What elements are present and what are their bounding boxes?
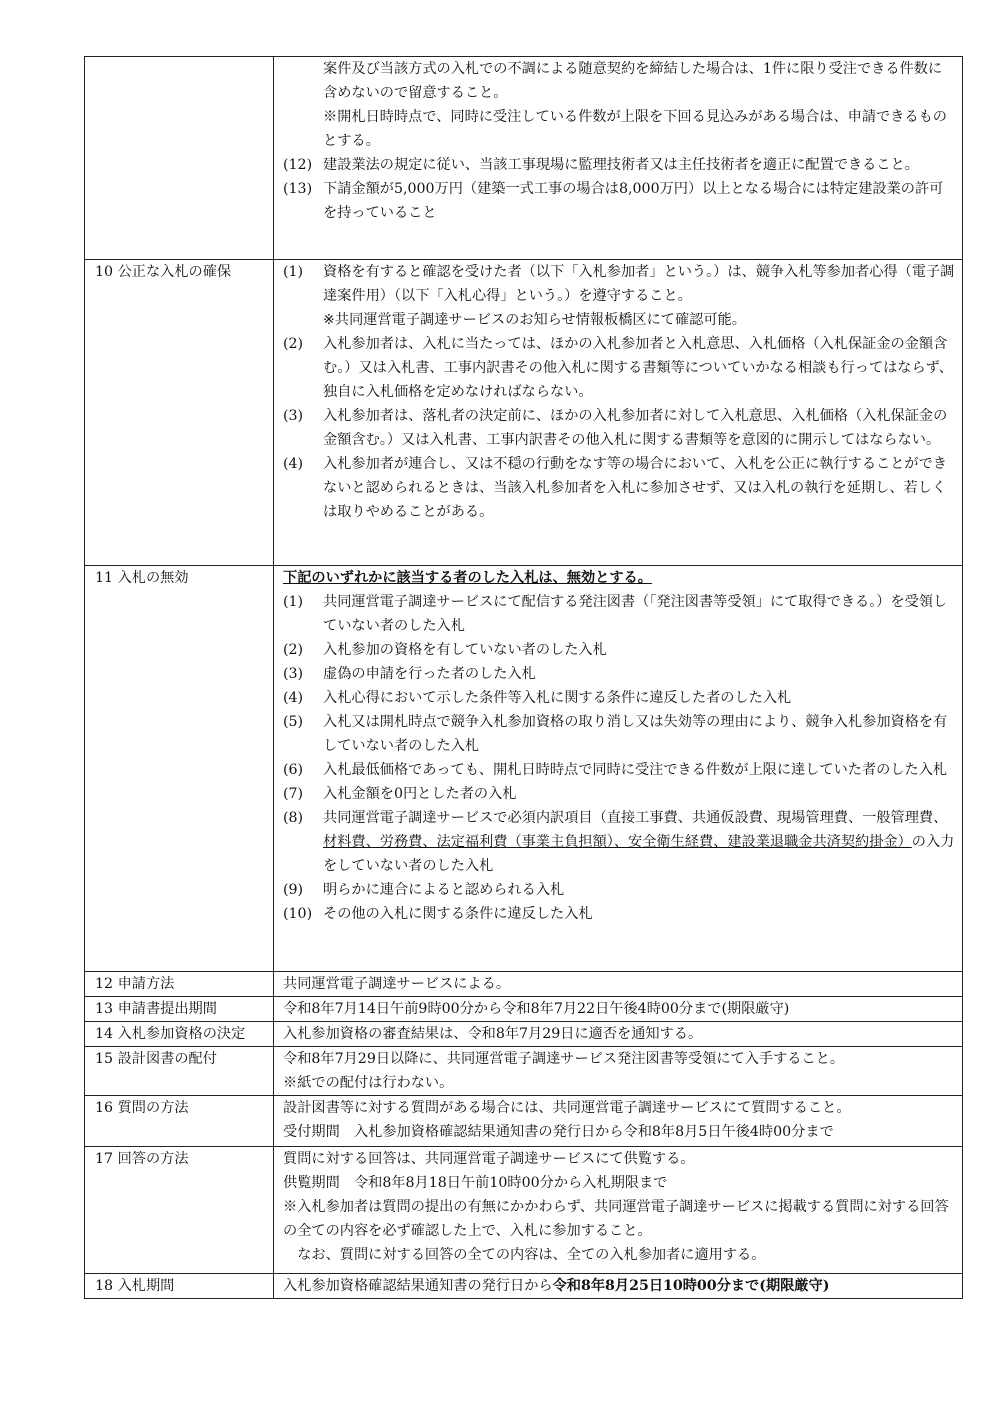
item-number: (7)	[283, 786, 304, 802]
item-text: 明らかに連合によると認められる入札	[323, 882, 565, 898]
list-item	[283, 878, 956, 902]
list-item	[283, 806, 956, 878]
table-row	[85, 566, 963, 972]
table-row	[85, 1147, 963, 1274]
list-item	[283, 332, 956, 404]
row-label: 13 申請書提出期間	[85, 997, 274, 1022]
item-number: (13)	[283, 181, 313, 197]
item-text: 入札最低価格であっても、開札日時時点で同時に受注できる件数が上限に達していた者のした入札	[323, 762, 948, 778]
list-item	[283, 782, 956, 806]
item-number: (9)	[283, 882, 304, 898]
row-content	[274, 1147, 963, 1274]
list-item	[283, 902, 956, 926]
item-number: (1)	[283, 264, 304, 280]
item-number: (8)	[283, 810, 304, 826]
item-text: 入札参加者が連合し、又は不穏の行動をなす等の場合において、入札を公正に執行することができないと認められるときは、当該入札参加者を入札に参加させず、又は入札の執行を延期し、若しくは取りやめることがある。	[323, 456, 947, 520]
row-label: 14 入札参加資格の決定	[85, 1022, 274, 1047]
list-item	[283, 153, 956, 177]
item-text: 資格を有すると確認を受けた者（以下「入札参加者」という。）は、競争入札等参加者心得（電子調達案件用）（以下「入札心得」という。）を遵守すること。	[323, 264, 955, 304]
item-text: 虚偽の申請を行った者のした入札	[323, 666, 536, 682]
row-content	[274, 57, 963, 260]
item-number: (2)	[283, 642, 304, 658]
item-number: (5)	[283, 714, 304, 730]
item-text: 入札参加の資格を有していない者のした入札	[323, 642, 607, 658]
deadline-bold: 令和8年8月25日10時00分まで(期限厳守)	[552, 1278, 830, 1294]
list-item	[283, 710, 956, 758]
row-content	[274, 1047, 963, 1096]
table-row	[85, 972, 963, 997]
item-text: その他の入札に関する条件に違反した入札	[323, 906, 593, 922]
row-content	[274, 997, 963, 1022]
row-label: 17 回答の方法	[85, 1147, 274, 1274]
row-label: 11 入札の無効	[85, 566, 274, 972]
item-text: 建設業法の規定に従い、当該工事現場に監理技術者又は主任技術者を適正に配置できること。	[323, 157, 919, 173]
row-content	[274, 260, 963, 566]
table-row	[85, 997, 963, 1022]
item-text: 入札心得において示した条件等入札に関する条件に違反した者のした入札	[323, 690, 792, 706]
table-row	[85, 260, 963, 566]
conditions-table	[84, 56, 963, 1299]
item-number: (12)	[283, 157, 313, 173]
row-label: 12 申請方法	[85, 972, 274, 997]
item-text-part: 共同運営電子調達サービスで必須内訳項目（直接工事費、共通仮設費、現場管理費、一般管理費、	[323, 810, 948, 826]
list-item	[283, 758, 956, 782]
list-item	[283, 638, 956, 662]
table-row	[85, 1022, 963, 1047]
list-item	[283, 452, 956, 524]
row-text: 入札参加資格の審査結果は、令和8年7月29日に適否を通知する。	[283, 1026, 703, 1042]
list-item	[283, 590, 956, 638]
row-note: ※入札参加者は質問の提出の有無にかかわらず、共同運営電子調達サービスに掲載する質問に対する回答の全ての内容を必ず確認した上で、入札に参加すること。	[283, 1199, 949, 1239]
list-item	[283, 177, 956, 225]
row-content	[274, 972, 963, 997]
row-note: なお、質問に対する回答の全ての内容は、全ての入札参加者に適用する。	[283, 1247, 766, 1263]
table-row	[85, 1096, 963, 1147]
item-text-part: の入力をしていない者のした入札	[323, 834, 955, 874]
item-number: (6)	[283, 762, 304, 778]
continuation-note: ※開札日時時点で、同時に受注している件数が上限を下回る見込みがある場合は、申請できるものとする。	[323, 109, 947, 149]
continuation-text: 案件及び当該方式の入札での不調による随意契約を締結した場合は、1件に限り受注できる件数に含めないので留意すること。	[323, 61, 943, 101]
row-period: 供覧期間 令和8年8月18日午前10時00分から入札期限まで	[283, 1175, 668, 1191]
row-content	[274, 1274, 963, 1299]
row-label: 16 質問の方法	[85, 1096, 274, 1147]
item-number: (4)	[283, 690, 304, 706]
row-content	[274, 1022, 963, 1047]
item-text: 共同運営電子調達サービスにて配信する発注図書（「発注図書等受領」にて取得できる。）を受領していない者のした入札	[323, 594, 948, 634]
row-text: 設計図書等に対する質問がある場合には、共同運営電子調達サービスにて質問すること。	[283, 1100, 851, 1116]
item-text: 下請金額が5,000万円（建築一式工事の場合は8,000万円）以上となる場合には特定建設業の許可を持っていること	[323, 181, 944, 221]
item-number: (1)	[283, 594, 304, 610]
row-text: 質問に対する回答は、共同運営電子調達サービスにて供覧する。	[283, 1151, 695, 1167]
item-text: 入札参加者は、入札に当たっては、ほかの入札参加者と入札意思、入札価格（入札保証金の金額含む。）又は入札書、工事内訳書その他入札に関する書類等についていかなる相談も行ってはならず、独自に入札価格を定めなければならない。	[323, 336, 953, 400]
table-row	[85, 1274, 963, 1299]
table-row	[85, 57, 963, 260]
row-text: 入札参加資格確認結果通知書の発行日から	[283, 1278, 553, 1294]
item-text: 入札参加者は、落札者の決定前に、ほかの入札参加者に対して入札意思、入札価格（入札保証金の金額含む。）又は入札書、工事内訳書その他入札に関する書類等を意図的に開示してはならない。	[323, 408, 948, 448]
item-note: ※共同運営電子調達サービスのお知らせ情報板橋区にて確認可能。	[323, 312, 746, 328]
item-number: (2)	[283, 336, 304, 352]
list-item	[283, 686, 956, 710]
row-content	[274, 566, 963, 972]
row-text: 令和8年7月14日午前9時00分から令和8年7月22日午後4時00分まで(期限厳守)	[283, 1001, 790, 1017]
lead-sentence: 下記のいずれかに該当する者のした入札は、無効とする。	[283, 570, 652, 586]
row-content	[274, 1096, 963, 1147]
item-number: (3)	[283, 408, 304, 424]
row-note: ※紙での配付は行わない。	[283, 1075, 454, 1091]
row-label: 10 公正な入札の確保	[85, 260, 274, 566]
list-item	[283, 662, 956, 686]
table-row	[85, 1047, 963, 1096]
item-text-underlined: 材料費、労務費、法定福利費（事業主負担額）、安全衛生経費、建設業退職金共済契約掛金）	[323, 834, 912, 850]
row-text: 共同運営電子調達サービスによる。	[283, 976, 511, 992]
item-text: 入札又は開札時点で競争入札参加資格の取り消し又は失効等の理由により、競争入札参加資格を有していない者のした入札	[323, 714, 948, 754]
row-label: 18 入札期間	[85, 1274, 274, 1299]
item-number: (10)	[283, 906, 313, 922]
list-item	[283, 260, 956, 332]
item-text: 入札金額を0円とした者の入札	[323, 786, 517, 802]
row-label: 15 設計図書の配付	[85, 1047, 274, 1096]
row-text: 令和8年7月29日以降に、共同運営電子調達サービス発注図書等受領にて入手すること。	[283, 1051, 845, 1067]
item-number: (3)	[283, 666, 304, 682]
row-label	[85, 57, 274, 260]
row-period: 受付期間 入札参加資格確認結果通知書の発行日から令和8年8月5日午後4時00分まで	[283, 1124, 834, 1140]
item-number: (4)	[283, 456, 304, 472]
list-item	[283, 404, 956, 452]
